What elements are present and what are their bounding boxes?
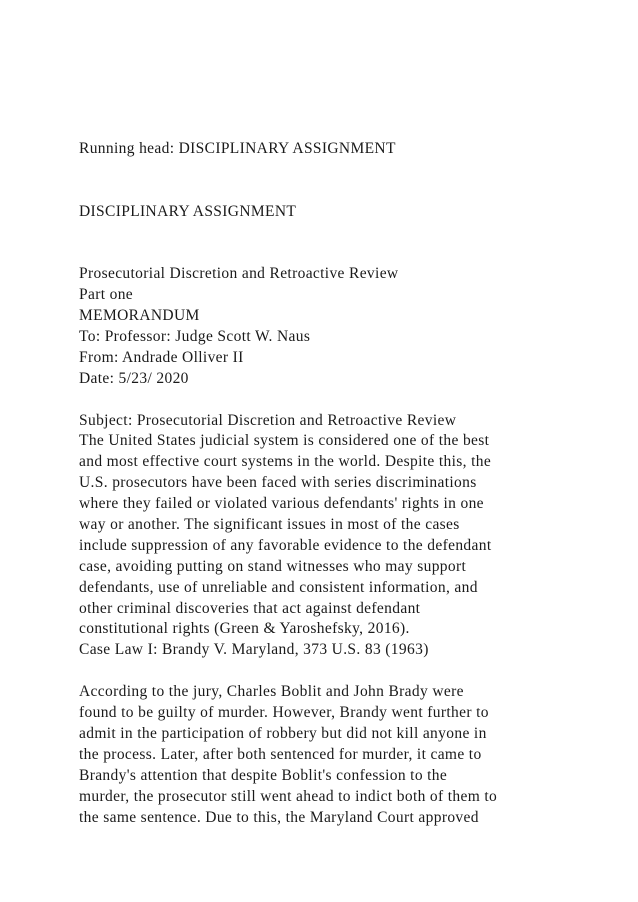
paragraph-line: U.S. prosecutors have been faced with series discriminations <box>79 474 477 492</box>
paragraph-line: other criminal discoveries that act against defendant <box>79 599 421 617</box>
paragraph-2 <box>79 682 619 828</box>
paragraph-line: include suppression of any favorable evidence to the defendant <box>79 536 492 554</box>
document-body <box>79 139 619 828</box>
memo-label: MEMORANDUM <box>79 307 200 325</box>
spacer <box>79 390 619 411</box>
paragraph-line: defendants, use of unreliable and consistent information, and <box>79 578 478 596</box>
paragraph-line: murder, the prosecutor still went ahead to indict both of them to <box>79 787 498 805</box>
paragraph-line: The United States judicial system is considered one of the best <box>79 432 490 450</box>
memo-subject: Subject: Prosecutorial Discretion and Retroactive Review <box>79 411 457 429</box>
memo-date: Date: 5/23/ 2020 <box>79 369 189 387</box>
paragraph-line: the process. Later, after both sentenced for murder, it came to <box>79 745 482 763</box>
spacer <box>79 181 619 202</box>
paragraph-line: constitutional rights (Green & Yaroshefsky, 2016). <box>79 620 410 638</box>
paragraph-line: admit in the participation of robbery but did not kill anyone in <box>79 724 487 742</box>
paragraph-line: way or another. The significant issues in most of the cases <box>79 516 460 534</box>
paragraph-line: case, avoiding putting on stand witnesses who may support <box>79 557 467 575</box>
paragraph-line: According to the jury, Charles Boblit and John Brady were <box>79 683 464 701</box>
memo-to: To: Professor: Judge Scott W. Naus <box>79 328 311 346</box>
paragraph-line: found to be guilty of murder. However, Brandy went further to <box>79 704 489 722</box>
memo-part: Part one <box>79 286 134 304</box>
paragraph-line: the same sentence. Due to this, the Maryland Court approved <box>79 808 479 826</box>
paragraph-line: Brandy's attention that despite Boblit's confession to the <box>79 766 448 784</box>
spacer <box>79 223 619 244</box>
running-head: Running head: DISCIPLINARY ASSIGNMENT <box>79 140 396 157</box>
paragraph-line: where they failed or violated various defendants' rights in one <box>79 495 484 513</box>
case-law-heading: Case Law I: Brandy V. Maryland, 373 U.S. 83 (1963) <box>79 641 429 659</box>
spacer <box>79 243 619 264</box>
paragraph-line: and most effective court systems in the world. Despite this, the <box>79 453 492 471</box>
spacer <box>79 160 619 181</box>
spacer <box>79 661 619 682</box>
memo-from: From: Andrade Olliver II <box>79 348 244 366</box>
document-title: DISCIPLINARY ASSIGNMENT <box>79 202 297 220</box>
paragraph-1 <box>79 431 619 640</box>
memo-topic: Prosecutorial Discretion and Retroactive Review <box>79 265 399 283</box>
